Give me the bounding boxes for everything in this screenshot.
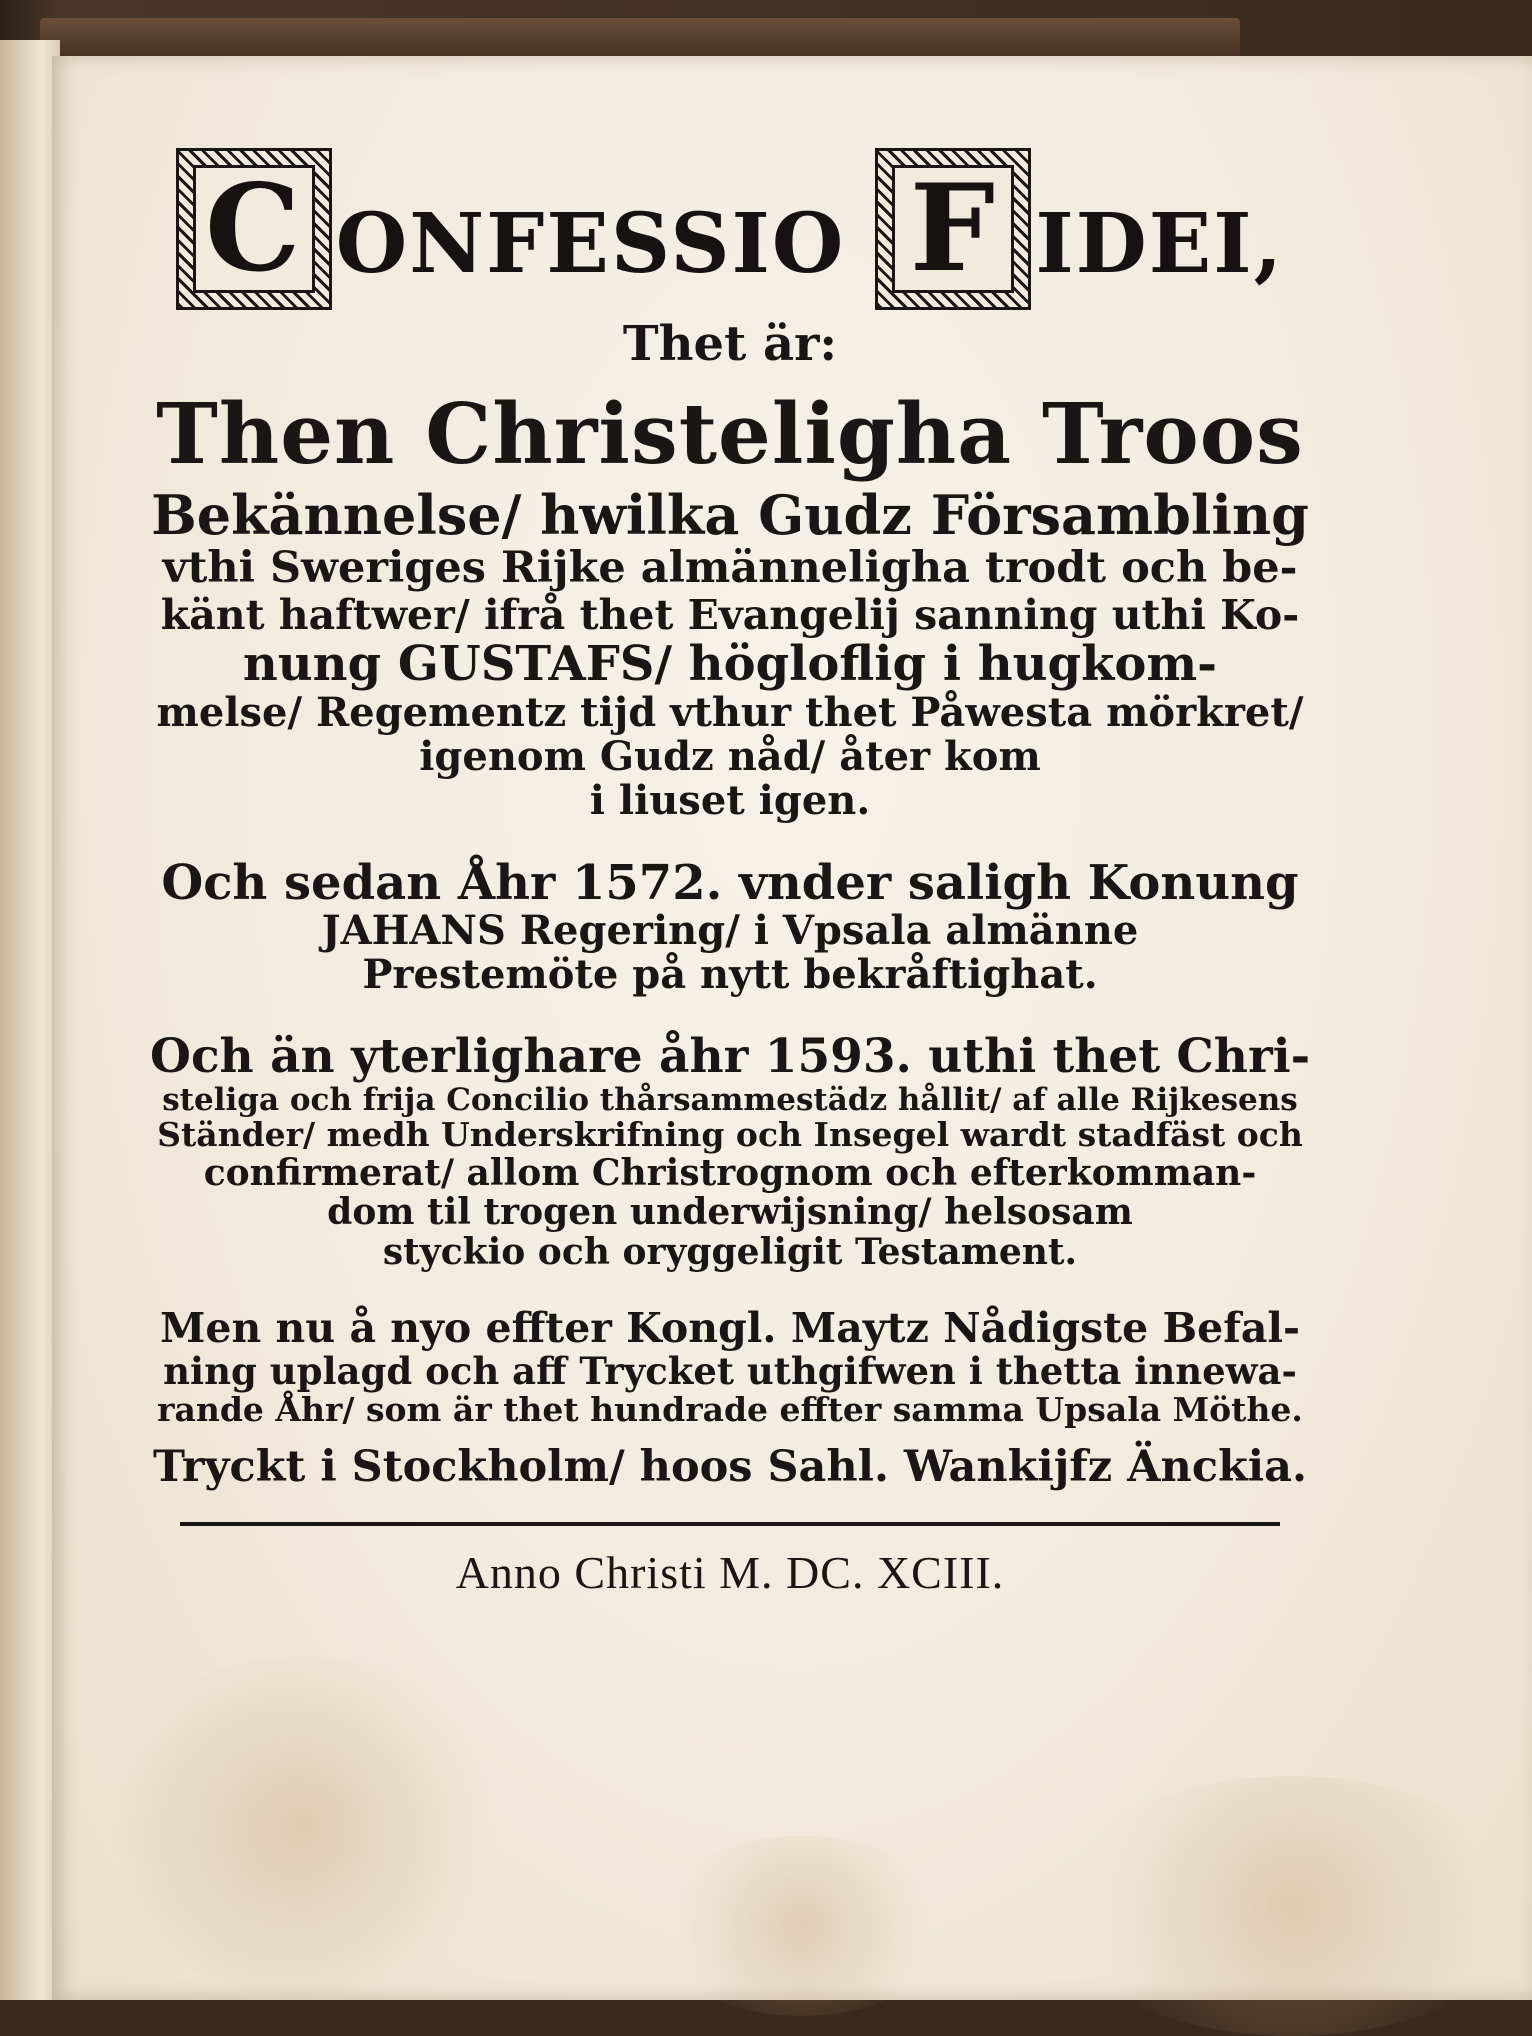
text-line: Prestemöte på nytt bekråftighat. <box>362 951 1098 999</box>
heading: Then Christeligha Troos <box>156 384 1304 483</box>
paragraph-4 <box>150 1306 1310 1428</box>
text-line: dom til trogen underwijsning/ helsosam <box>327 1191 1133 1234</box>
text-line: steliga och frija Concilio thårsammestädz hållit/ af alle Rijkesens <box>162 1082 1298 1119</box>
ornamental-initial-f: F <box>875 148 1031 310</box>
age-stain <box>652 1836 952 2016</box>
paragraph-1 <box>150 483 1310 824</box>
age-stain <box>92 1656 512 1996</box>
text-line: confirmerat/ allom Christrognom och efterkomman- <box>203 1151 1257 1194</box>
text-line: rande Åhr/ som är thet hundrade effter samma Upsala Möthe. <box>157 1390 1303 1430</box>
paragraph-2 <box>150 854 1310 999</box>
text-line: melse/ Regementz tijd vthur thet Påwesta mörkret/ <box>156 688 1304 736</box>
text-line: JAHANS Regering/ i Vpsala almänne <box>321 907 1139 955</box>
text-line: Bekännelse/ hwilka Gudz Försambling <box>151 483 1309 548</box>
divider-rule <box>180 1522 1280 1526</box>
text-line: Och sedan Åhr 1572. vnder saligh Konung <box>161 854 1299 911</box>
text-line: Men nu å nyo effter Kongl. Maytz Nådigste Befal- <box>160 1304 1300 1353</box>
paragraph-3 <box>150 1031 1310 1272</box>
title-word-2: IDEI, <box>1035 196 1285 292</box>
text-line: styckio och oryggeligit Testament. <box>382 1230 1078 1273</box>
publication-date: Anno Christi M. DC. XCIII. <box>455 1546 1005 1598</box>
page-edges <box>0 40 60 2000</box>
text-line: Ständer/ medh Underskrifning och Insegel wardt stadfäst och <box>157 1115 1303 1155</box>
text-line: vthi Sweriges Rijke almänneligha trodt och be- <box>162 543 1298 594</box>
text-line: Och än yterlighare åhr 1593. uthi thet Chri- <box>150 1029 1311 1085</box>
text-line: igenom Gudz nåd/ åter kom <box>419 732 1041 780</box>
text-line: ning uplagd och aff Trycket uthgifwen i thetta innewa- <box>163 1349 1297 1394</box>
text-line: nung GUSTAFS/ högloflig i hugkom- <box>242 635 1218 692</box>
subtitle: Thet är: <box>622 316 838 372</box>
page-text <box>150 140 1310 1598</box>
imprint: Tryckt i Stockholm/ hoos Sahl. Wankijfz Änckia. <box>153 1442 1307 1493</box>
age-stain <box>1052 1776 1532 2036</box>
text-line: i liuset igen. <box>589 776 871 824</box>
main-title <box>150 140 1310 310</box>
ornamental-initial-c: C <box>176 148 332 310</box>
title-word-1: ONFESSIO <box>335 196 846 292</box>
text-line: känt haftwer/ ifrå thet Evangelij sanning uthi Ko- <box>160 590 1300 639</box>
